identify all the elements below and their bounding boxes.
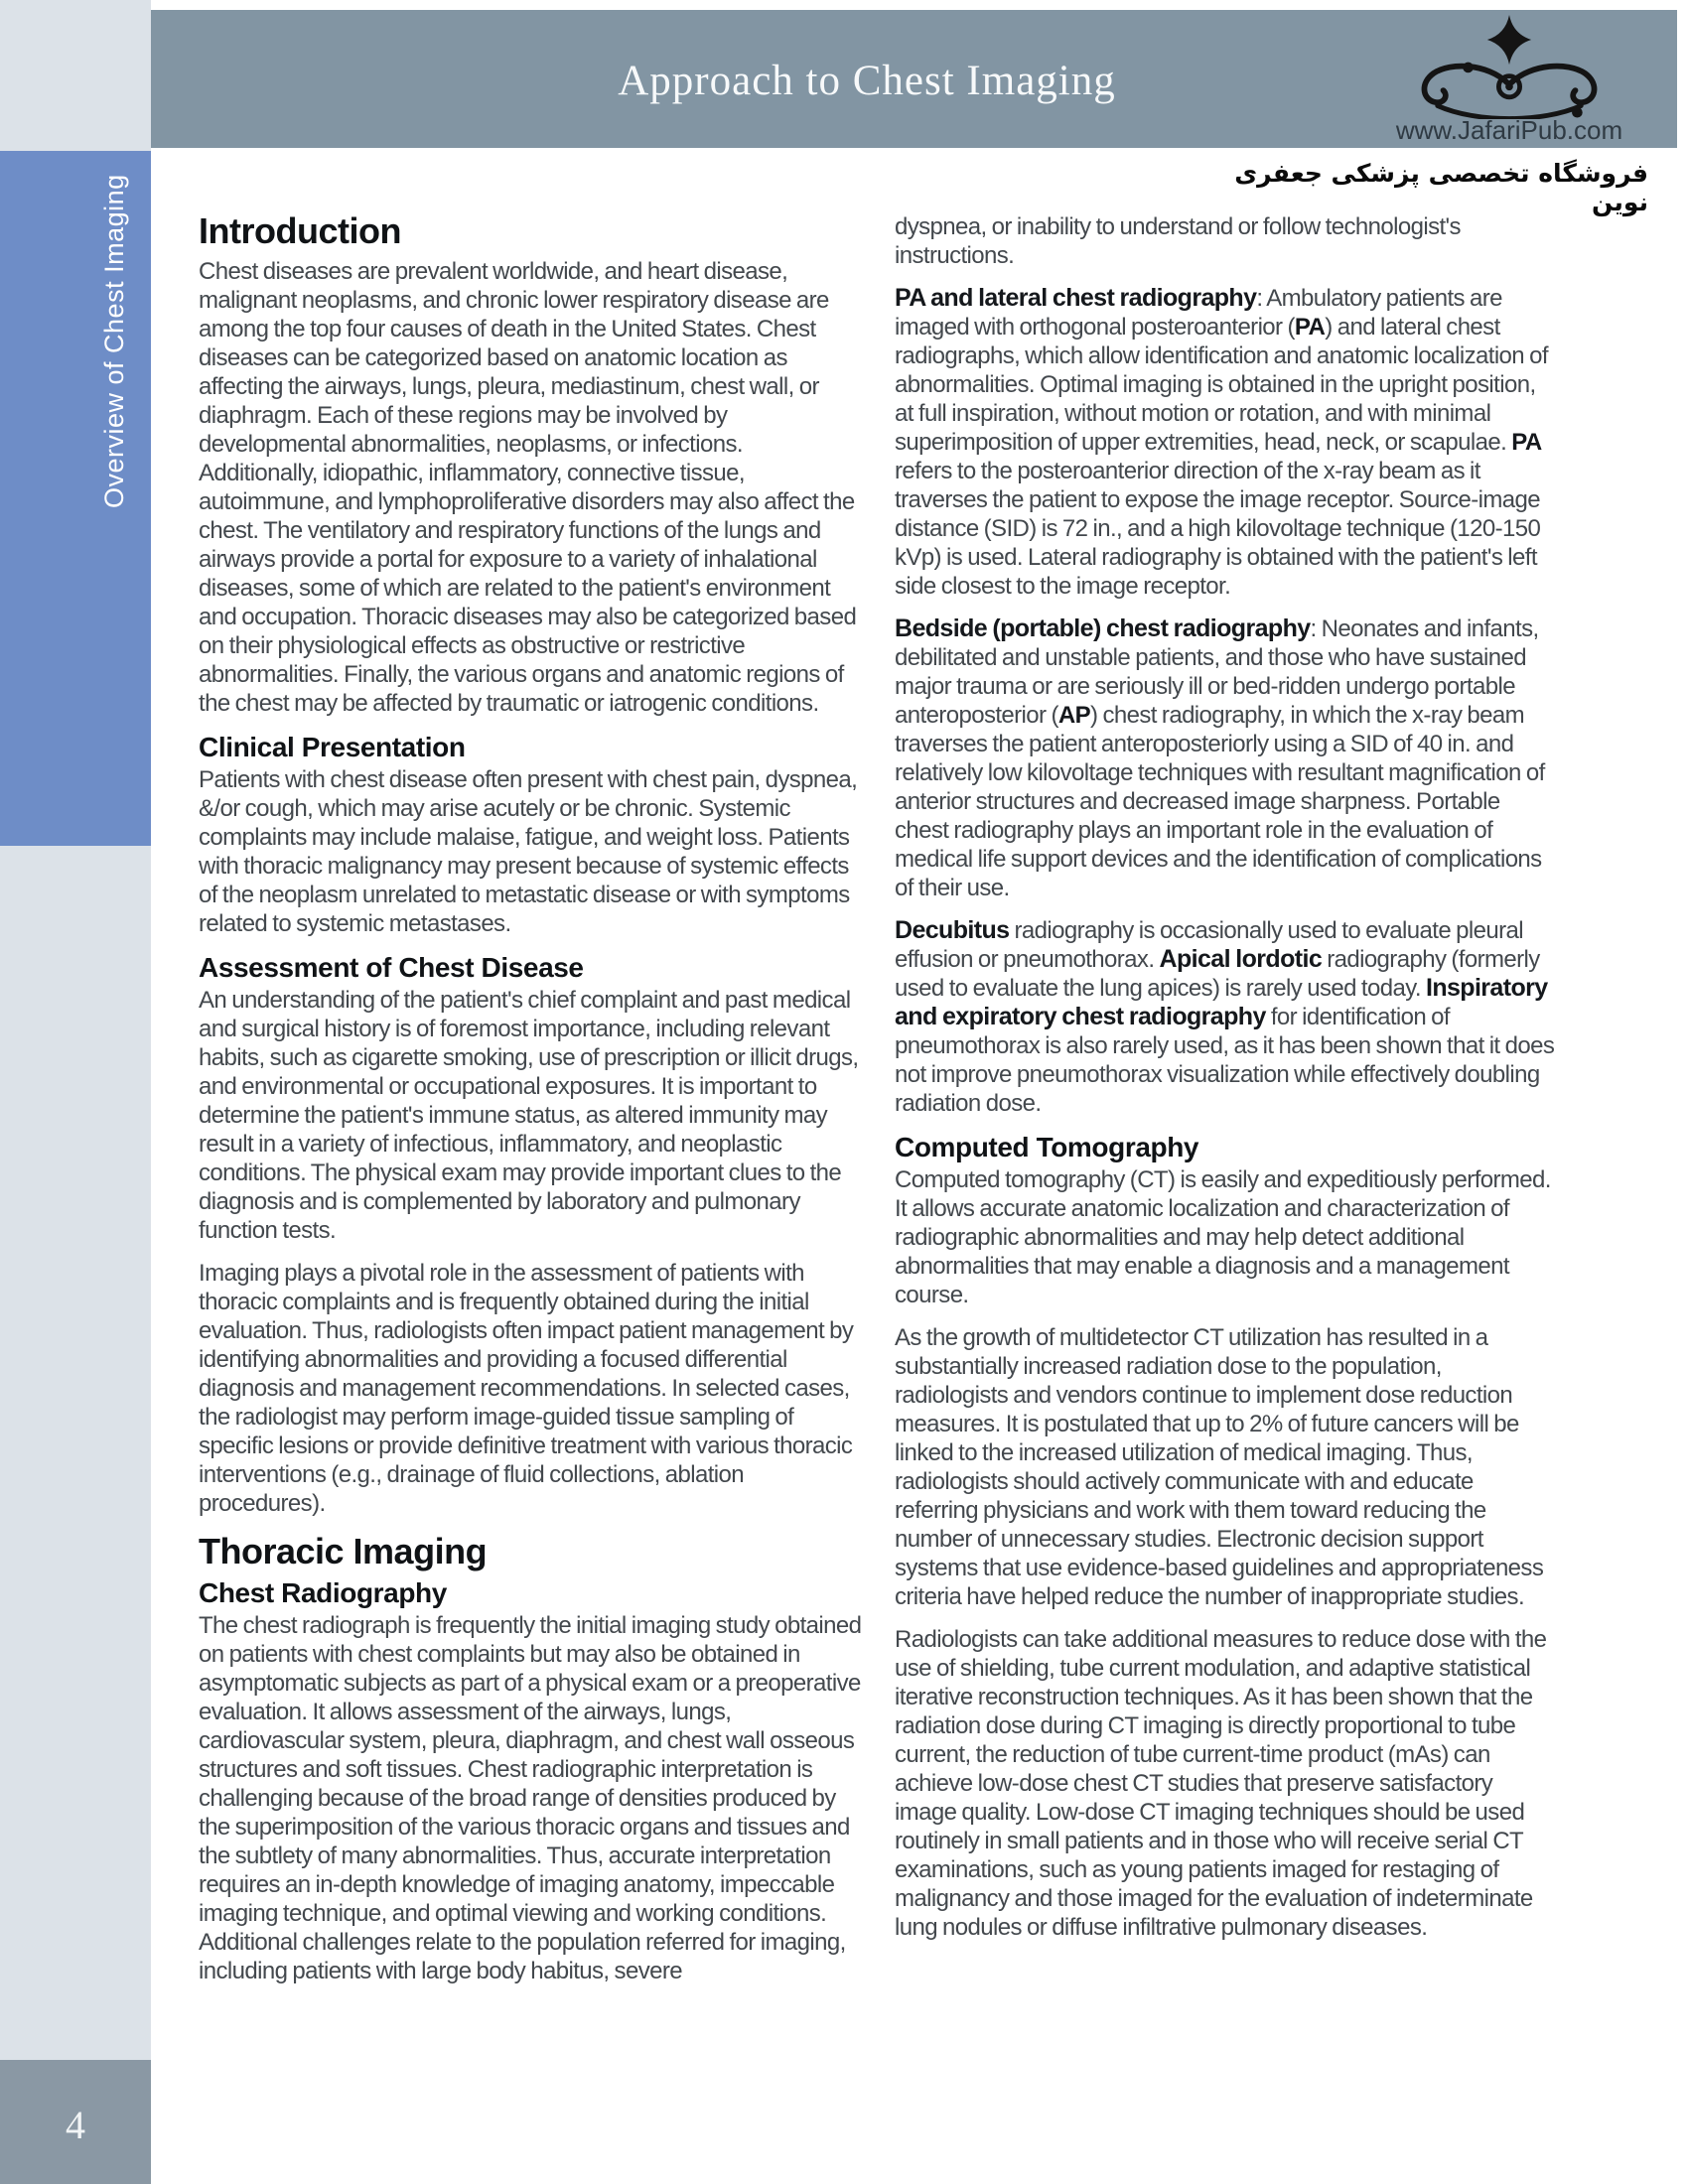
subheading-clinical-presentation: Clinical Presentation	[199, 732, 466, 762]
bold-lead-inspiratory-expiratory: Inspiratory and expiratory chest radiography	[895, 974, 1548, 1030]
subheading-assessment-of-chest-disease: Assessment of Chest Disease	[199, 952, 584, 983]
paragraph-assessment-1: An understanding of the patient's chief complaint and past medical and surgical history is of foremost importance, including relevant habits, such as cigarette smoking, use of prescription or illicit drugs, and environmental or occupational exposures. It is important to determine the patient's immune status, as altered immunity may result in a variety of infectious, inflammatory, and neoplastic conditions. The physical exam may provide important clues to the diagnosis and is complemented by laboratory and pulmonary function tests.	[199, 987, 859, 1244]
page-number: 4	[66, 2103, 85, 2147]
paragraph-chest-radiography: The chest radiograph is frequently the initial imaging study obtained on patients with chest complaints but may also be obtained in asymptomatic subjects as part of a physical exam or a preoperative evaluation. It allows assessment of the airways, lungs, cardiovascular system, pleura, diaphragm, and chest wall osseous structures and soft tissues. Chest radiographic interpretation is challenging because of the broad range of densities produced by the superimposition of the various thoracic organs and tissues and the subtlety of many abnormalities. Thus, accurate interpretation requires an in-depth knowledge of imaging anatomy, impeccable imaging technique, and optimal viewing and working conditions. Additional challenges relate to the population referred for imaging, including patients with large body habitus, severe	[199, 1612, 862, 1984]
paragraph-assessment-2: Imaging plays a pivotal role in the assessment of patients with thoracic complaints and is frequently obtained during the initial evaluation. Thus, radiologists often impact patient management by identifying abnormalities and providing a focused differential diagnosis and management recommendations. In selected cases, the radiologist may perform image-guided tissue sampling of specific lesions or provide definitive treatment with various thoracic interventions (e.g., drainage of fluid collections, ablation procedures).	[199, 1260, 854, 1517]
content-right-column	[895, 212, 1558, 1956]
publisher-logo-icon	[1405, 14, 1614, 119]
bold-acronym-ap: AP	[1057, 702, 1091, 729]
bold-lead-pa-lateral: PA and lateral chest radiography	[895, 284, 1257, 312]
paragraph-introduction: Chest diseases are prevalent worldwide, and heart disease, malignant neoplasms, and chronic lower respiratory disease are among the top four causes of death in the United States. Chest diseases can be categorized based on anatomic location as affecting the airways, lungs, pleura, mediastinum, chest wall, or diaphragm. Each of these regions may be involved by developmental abnormalities, neoplasms, or infections. Additionally, idiopathic, inflammatory, connective tissue, autoimmune, and lymphoproliferative disorders may also affect the chest. The ventilatory and respiratory functions of the lungs and airways provide a portal for exposure to a variety of inhalational diseases, some of which are related to the patient's environment and occupation. Thoracic diseases may also be categorized based on their physiological effects as obstructive or restrictive abnormalities. Finally, the various organs and anatomic regions of the chest may be affected by traumatic or iatrogenic conditions.	[199, 258, 857, 717]
page-title: Approach to Chest Imaging	[618, 58, 1116, 104]
paragraph-pa-lateral: PA and lateral chest radiography: Ambulatory patients are imaged with orthogonal posteroanterior (PA) and lateral chest radiographs, which allow identification and anatomic localization of abnormalities. Optimal imaging is obtained in the upright position, at full inspiration, without motion or rotation, and with minimal superimposition of upper extremities, head, neck, or scapulae. PA refers to the posteroanterior direction of the x-ray beam as it traverses the patient to expose the image receptor. Source-image distance (SID) is 72 in., and a high kilovoltage technique (120-150 kVp) is used. Lateral radiography is obtained with the patient's left side closest to the image receptor.	[895, 284, 1548, 600]
paragraph-clinical-presentation: Patients with chest disease often present with chest pain, dyspnea, &/or cough, which may arise acutely or be chronic. Systemic complaints may include malaise, fatigue, and weight loss. Patients with thoracic malignancy may present because of systemic effects of the neoplasm unrelated to metastatic disease or with symptoms related to systemic metastases.	[199, 766, 858, 937]
bold-lead-apical-lordotic: Apical lordotic	[1159, 945, 1323, 973]
content-left-column	[199, 211, 862, 1999]
section-heading-thoracic-imaging: Thoracic Imaging	[199, 1531, 488, 1571]
subheading-computed-tomography: Computed Tomography	[895, 1132, 1199, 1162]
section-heading-introduction: Introduction	[199, 210, 401, 251]
bold-lead-decubitus: Decubitus	[895, 916, 1010, 944]
paragraph-bedside: Bedside (portable) chest radiography: Neonates and infants, debilitated and unstable patients, and those who have sustained major trauma or are seriously ill or bed-ridden undergo portable anteroposterior (AP) chest radiography, in which the x-ray beam traverses the patient anteroposteriorly using a SID of 40 in. and relatively low kilovoltage techniques with resultant magnification of anterior structures and decreased image sharpness. Portable chest radiography plays an important role in the evaluation of medical life support devices and the identification of complications of their use.	[895, 614, 1545, 901]
paragraph-ct-1: Computed tomography (CT) is easily and expeditiously performed. It allows accurate anatomic localization and characterization of radiographic abnormalities and may help detect additional abnormalities that may enable a diagnosis and a management course.	[895, 1166, 1551, 1308]
publisher-website: www.JafariPub.com	[1395, 115, 1623, 145]
chapter-tab-label: Overview of Chest Imaging	[99, 174, 129, 508]
paragraph-continuation: dyspnea, or inability to understand or follow technologist's instructions.	[895, 213, 1461, 269]
paragraph-ct-3: Radiologists can take additional measures to reduce dose with the use of shielding, tube current modulation, and adaptive statistical iterative reconstruction techniques. As it has been shown that the radiation dose during CT imaging is directly proportional to tube current, the reduction of tube current-time product (mAs) can achieve low-dose chest CT studies that preserve satisfactory image quality. Low-dose CT imaging techniques should be used routinely in small patients and in those who will receive serial CT examinations, such as young patients imaged for restaging of malignancy and those imaged for the evaluation of indeterminate lung nodules or diffuse infiltrative pulmonary diseases.	[895, 1626, 1547, 1941]
bold-acronym-pa: PA	[1294, 314, 1326, 341]
subheading-chest-radiography: Chest Radiography	[199, 1577, 447, 1608]
paragraph-ct-2: As the growth of multidetector CT utilization has resulted in a substantially increased radiation dose to the population, radiologists and vendors continue to implement dose reduction measures. It is postulated that up to 2% of future cancers will be linked to the increased utilization of medical imaging. Thus, radiologists should actively communicate with and educate referring physicians and work with them toward reducing the number of unnecessary studies. Electronic decision support systems that use evidence-based guidelines and appropriateness criteria have helped reduce the number of inappropriate studies.	[895, 1324, 1544, 1610]
paragraph-decubitus: Decubitus radiography is occasionally used to evaluate pleural effusion or pneumothorax. Apical lordotic radiography (formerly used to evaluate the lung apices) is rarely used today. Inspiratory and expiratory chest radiography for identification of pneumothorax is also rarely used, as it has been shown that it does not improve pneumothorax visualization while effectively doubling radiation dose.	[895, 916, 1555, 1117]
bold-lead-bedside: Bedside (portable) chest radiography	[895, 614, 1311, 642]
bold-acronym-pa: PA	[1511, 429, 1542, 456]
publisher-caption-persian: فروشگاه تخصصی پزشکی جعفری نوین	[1234, 159, 1648, 216]
